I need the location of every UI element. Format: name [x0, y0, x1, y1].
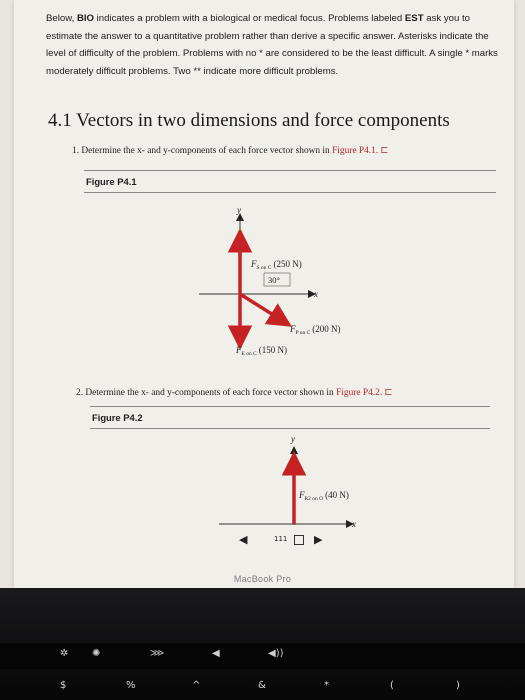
y-axis-label: y [237, 205, 241, 215]
key-percent[interactable]: % [126, 680, 136, 691]
figure-rule-bottom [90, 428, 490, 429]
key-ampersand[interactable]: & [258, 680, 266, 691]
key-asterisk[interactable]: * [324, 680, 329, 691]
document-page [14, 0, 514, 588]
figure-p4-2 [14, 430, 514, 530]
force-e-label: $F_{E on C}$ (150 N) [236, 345, 288, 357]
est-label: EST [404, 13, 424, 24]
problem-2: 2. Determine the x- and y-components of each force vector shown in Figure P4.2. ⊏ [76, 388, 393, 398]
figure-p4-2-link[interactable]: Figure P4.2 [336, 388, 380, 398]
laptop-brand: MacBook Pro [233, 574, 292, 584]
figure-p4-1 [14, 195, 514, 370]
force-r2-label: $F_{R2 on O}$ (40 N) [299, 490, 349, 502]
figure-p4-1-link[interactable]: Figure P4.1 [332, 146, 376, 156]
figure-link-icon[interactable]: ⊏ [384, 388, 393, 398]
mission-control-icon[interactable]: ⋙ [150, 648, 165, 659]
key-left-paren[interactable]: ( [390, 680, 394, 691]
keyboard-light-icon[interactable]: ◀ [212, 648, 220, 659]
figure-link-icon[interactable]: ⊏ [380, 146, 389, 156]
key-dollar[interactable]: $ [60, 680, 67, 691]
page-navigation [239, 530, 339, 550]
figure-rule-top [84, 170, 496, 171]
page-indicator: 111 [274, 535, 288, 543]
key-right-paren[interactable]: ) [456, 680, 460, 691]
force-s-label: $F_{S on C}$ (250 N) [251, 259, 302, 271]
volume-icon[interactable]: ◀)) [268, 648, 284, 659]
touch-bar [0, 643, 525, 669]
bio-label: BIO [76, 13, 94, 24]
x-axis-label: x [352, 519, 356, 529]
figure-rule-top [90, 406, 490, 407]
intro-paragraph: Below, BIO indicates a problem with a biological or medical focus. Problems labeled EST ask you to estimate the answer to a quantitative problem rather than derive a specific answer. Asterisks indicate the level of difficulty of the problem. Problems with no * are considered to be the least difficult. A single * marks moderately difficult problems. Two ** indicate more difficult problems. [46, 13, 498, 77]
force-p-vector [240, 294, 286, 323]
figure-rule-bottom [84, 192, 496, 193]
key-caret[interactable]: ^ [192, 680, 201, 691]
page-view-icon[interactable] [294, 535, 304, 545]
angle-label: 30° [268, 275, 280, 285]
x-axis-label: x [314, 289, 318, 299]
figure-p4-2-label: Figure P4.2 [92, 412, 143, 423]
next-page-button[interactable]: ▶ [314, 533, 323, 546]
force-p-label: $F_{P on C}$ (200 N) [290, 324, 341, 336]
y-axis-label: y [291, 434, 295, 444]
brightness-up-icon[interactable]: ✺ [92, 648, 101, 659]
problem-1: 1. Determine the x- and y-components of each force vector shown in Figure P4.1. ⊏ [72, 146, 389, 156]
prev-page-button[interactable]: ◀ [239, 533, 248, 546]
section-title: 4.1 Vectors in two dimensions and force components [48, 110, 450, 131]
brightness-down-icon[interactable]: ✲ [60, 648, 69, 659]
figure-p4-1-label: Figure P4.1 [86, 176, 137, 187]
